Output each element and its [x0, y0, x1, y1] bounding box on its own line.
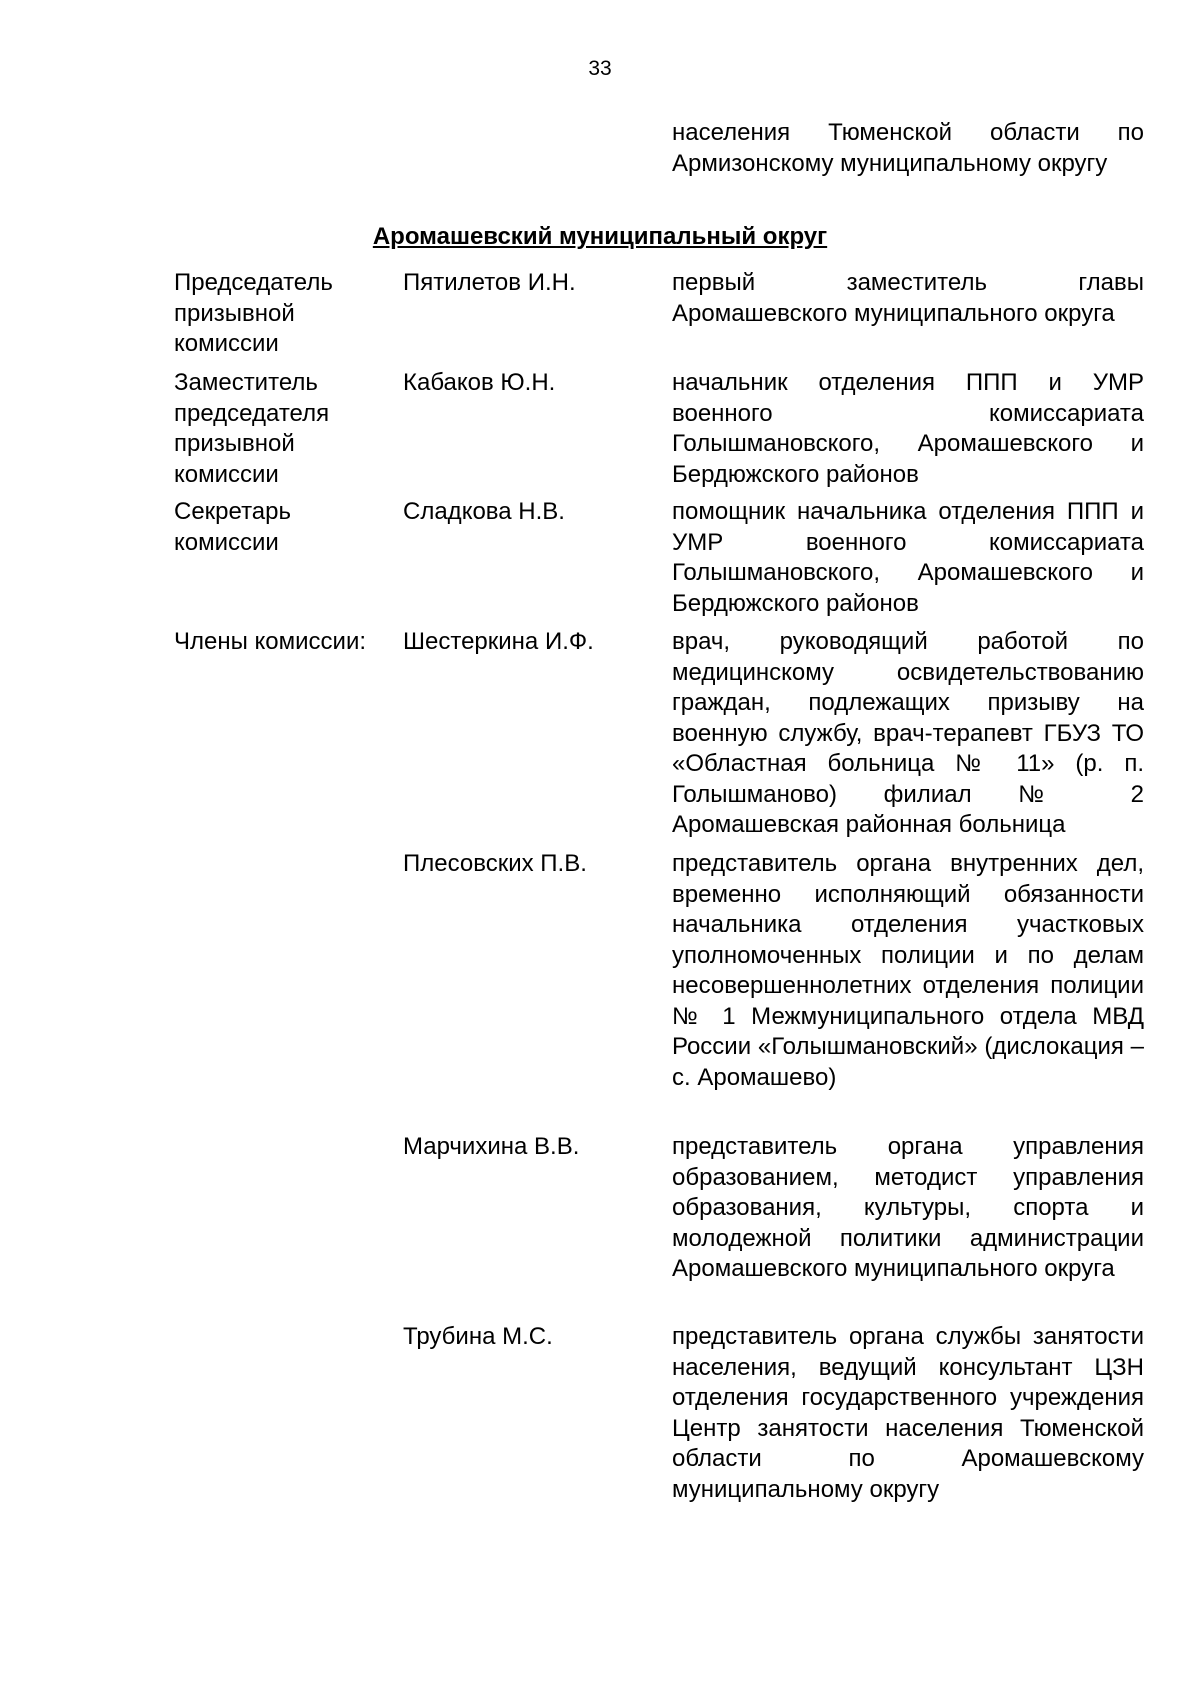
person-chairman: Пятилетов И.Н. [403, 269, 576, 296]
position-deputy-chairman: начальник отделения ППП и УМР военного комиссариата Голышмановского, Аромашевского и Бердюжского районов [672, 369, 1144, 488]
position-member-2: представитель органа внутренних дел, временно исполняющий обязанности начальника отделения участковых уполномоченных полиции и по делам несовершеннолетних отделения полиции № 1 Межмуниципального отдела МВД России «Голышмановский» (дислокация – с. Аромашево) [672, 850, 1144, 1091]
carryover-position-text: населения Тюменской области по Армизонскому муниципальному округу [672, 119, 1144, 177]
position-member-3: представитель органа управления образованием, методист управления образования, культуры, спорта и молодежной политики администрации Аромашевского муниципального округа [672, 1133, 1144, 1282]
position-chairman: первый заместитель главы Аромашевского муниципального округа [672, 269, 1144, 327]
role-secretary: Секретарь комиссии [174, 498, 291, 556]
person-deputy-chairman: Кабаков Ю.Н. [403, 369, 556, 396]
position-member-1: врач, руководящий работой по медицинскому освидетельствованию граждан, подлежащих призыву на военную службу, врач-терапевт ГБУЗ ТО «Областная больница № 11» (р. п. Голышманово) филиал № 2 Аромашевская районная больница [672, 628, 1144, 838]
position-secretary: помощник начальника отделения ППП и УМР военного комиссариата Голышмановского, Аромашевского и Бердюжского районов [672, 498, 1144, 617]
person-member-2: Плесовских П.В. [403, 850, 587, 877]
page-number: 33 [588, 57, 612, 80]
person-secretary: Сладкова Н.В. [403, 498, 565, 525]
role-members: Члены комиссии: [174, 628, 367, 655]
role-chairman: Председатель призывной комиссии [174, 269, 333, 357]
section-title: Аромашевский муниципальный округ [372, 223, 828, 250]
person-member-3: Марчихина В.В. [403, 1133, 580, 1160]
position-member-4: представитель органа службы занятости населения, ведущий консультант ЦЗН отделения государственного учреждения Центр занятости населения Тюменской области по Аромашевскому муниципальному округу [672, 1323, 1144, 1503]
person-member-1: Шестеркина И.Ф. [403, 628, 594, 655]
role-deputy-chairman: Заместитель председателя призывной комиссии [174, 369, 330, 488]
person-member-4: Трубина М.С. [403, 1323, 553, 1350]
